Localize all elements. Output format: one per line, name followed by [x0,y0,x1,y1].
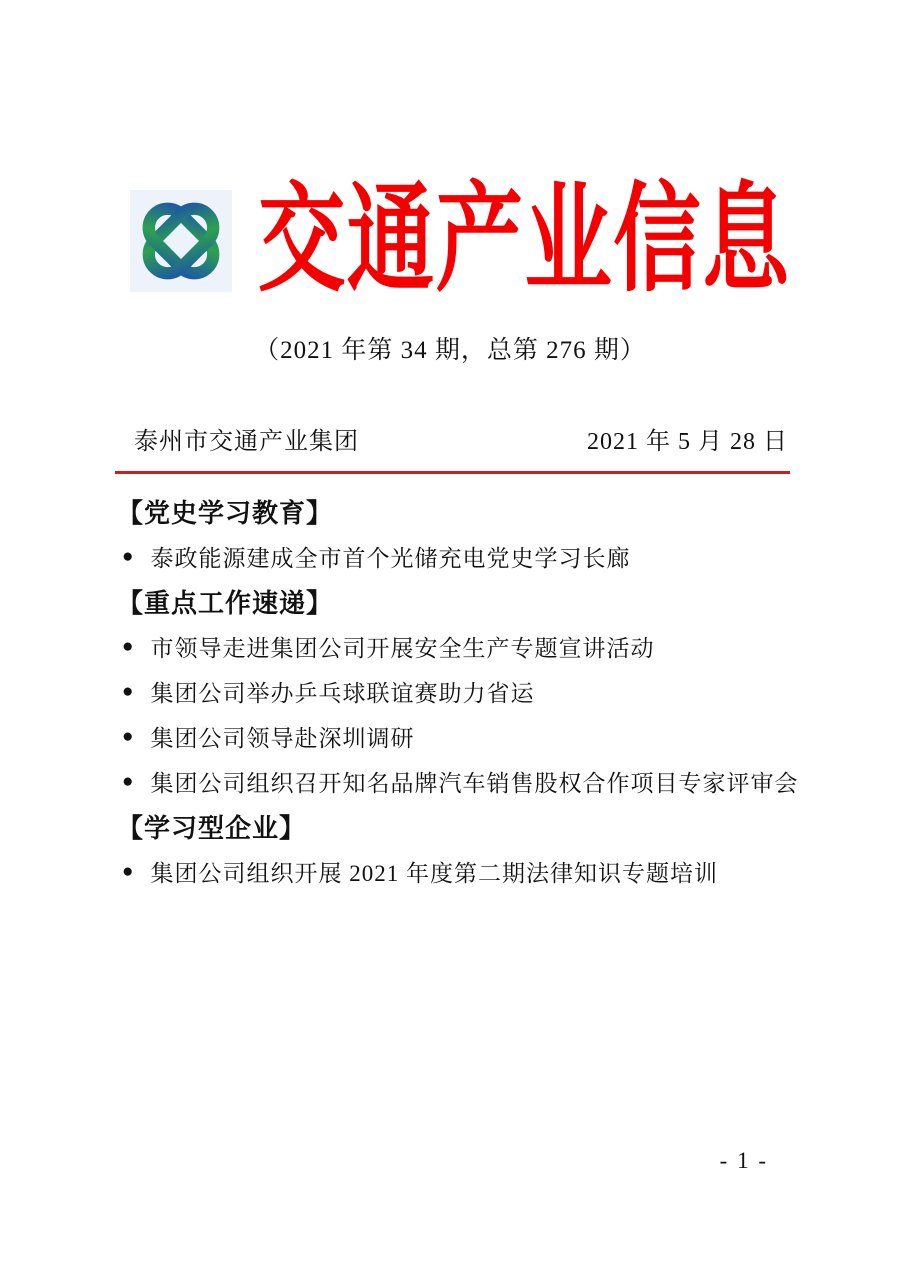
red-divider-rule [115,471,790,474]
list-item [117,759,805,804]
list-item [117,714,805,759]
issue-date: 2021 年 5 月 28 日 [587,429,788,455]
bullet-icon: ● [122,770,134,792]
list-item-label: 集团公司举办乒乓球联谊赛助力省运 [150,681,535,706]
section-header-label: 【党史学习教育】 [117,499,334,528]
masthead [130,175,900,306]
bullet-icon: ● [122,680,134,702]
list-item [117,669,805,714]
list-item-label: 集团公司组织召开知名品牌汽车销售股权合作项目专家评审会 [150,771,799,796]
list-item-label: 泰政能源建成全市首个光储充电党史学习长廊 [150,546,631,571]
contents-list [117,489,805,894]
list-item-label: 集团公司领导赴深圳调研 [150,726,415,751]
list-item [117,534,805,579]
page-number: - 1 - [719,1148,768,1173]
issue-line: （2021 年第 34 期，总第 276 期） [254,337,646,364]
interlocked-knot-logo-icon [130,190,232,292]
section-header-label: 【重点工作速递】 [117,589,334,618]
list-item [117,849,805,894]
newsletter-title: 交通产业信息 [258,175,791,306]
section-header-label: 【学习型企业】 [117,814,307,843]
bullet-icon: ● [122,725,134,747]
info-row [134,421,788,456]
organization-name: 泰州市交通产业集团 [134,429,359,455]
bullet-icon: ● [122,545,134,567]
bullet-icon: ● [122,635,134,657]
section-header [117,579,805,624]
list-item-label: 集团公司组织开展 2021 年度第二期法律知识专题培训 [150,861,718,886]
section-header [117,804,805,849]
section-header [117,489,805,534]
list-item [117,624,805,669]
bullet-icon: ● [122,860,134,882]
list-item-label: 市领导走进集团公司开展安全生产专题宣讲活动 [150,636,655,661]
